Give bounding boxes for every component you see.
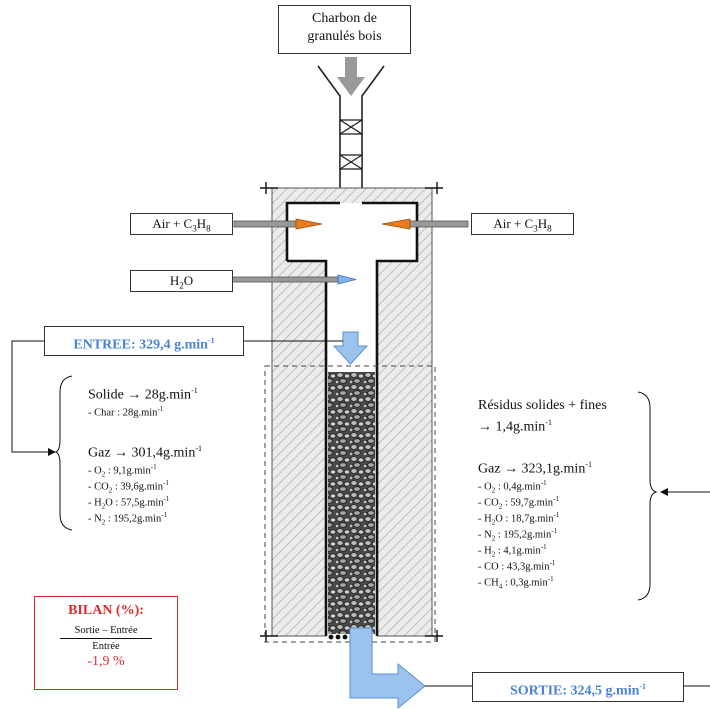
sortie-gaz-item-o2: - $O_2$ : $0,4g.\min^{-1}$ (478, 479, 547, 495)
entree-gaz-item-o2: - $O_2$ : $9,1g.\min^{-1}$ (88, 463, 157, 479)
water-input-box: $H_2O$ (130, 270, 233, 292)
feed-label-box (278, 5, 411, 54)
pellet-bed (328, 372, 375, 634)
right-brace (638, 392, 656, 600)
sortie-gaz-item-co: - CO : $43,3g.\min^{-1}$ (478, 559, 556, 573)
sortie-residus-2: → $1,4g.\min^{-1}$ (478, 418, 552, 435)
sortie-label: SORTIE: 324,5 g.min (509, 683, 640, 699)
sortie-gaz-item-co2: - $CO_2$ : $59,7g.\min^{-1}$ (478, 495, 559, 511)
valve-top (340, 120, 362, 134)
bilan-denominator: Entrée (92, 641, 120, 652)
bilan-title: BILAN (%): (68, 603, 144, 618)
air-propane-right-box: Air + $C_3H_8$ (471, 213, 574, 235)
feed-line-1: Charbon de (312, 11, 377, 26)
sortie-gaz-item-h2o: - $H_2O$ : $18,7g.\min^{-1}$ (478, 511, 560, 527)
bilan-fraction-line (60, 638, 152, 639)
feed-line-2: granulés bois (307, 29, 382, 44)
entree-solide: Solide → $28g.\min^{-1}$ (88, 386, 198, 403)
sortie-gaz: Gaz → $323,1g.\min^{-1}$ (478, 460, 592, 477)
bilan-box (34, 596, 178, 690)
sortie-gaz-item-n2: - $N_2$ : $195,2g.\min^{-1}$ (478, 527, 558, 543)
grate (329, 635, 348, 640)
sortie-residus-1: Résidus solides + fines (478, 398, 607, 413)
entree-gaz-item-co2: - $CO_2$ : $39,6g.\min^{-1}$ (88, 479, 169, 495)
sortie-gaz-item-ch4: - $CH_4$ : $0,3g.\min^{-1}$ (478, 575, 554, 591)
bilan-numerator: Sortie – Entrée (74, 625, 138, 636)
sortie-gaz-item-h2: - $H_2$ : $4,1g.\min^{-1}$ (478, 543, 547, 559)
entree-gaz: Gaz → $301,4g.\min^{-1}$ (88, 444, 202, 461)
air-propane-left-box: Air + $C_3H_8$ (130, 213, 233, 235)
left-brace (56, 376, 72, 530)
feed-arrow (337, 57, 365, 96)
bilan-value: -1,9 % (87, 654, 125, 669)
sortie-box: SORTIE: 324,5 $g.\min^{-1}$ (472, 672, 684, 702)
entree-gaz-item-n2: - $N_2$ : $195,2g.\min^{-1}$ (88, 511, 168, 527)
valve-bottom (340, 155, 362, 169)
entree-label: ENTREE: 329,4 g.min (73, 337, 208, 353)
entree-gaz-item-h2o: - $H_2O$ : $57,5g.\min^{-1}$ (88, 495, 170, 511)
entree-solide-item: - Char : $28g.\min^{-1}$ (88, 405, 164, 419)
exit-arrow (350, 628, 425, 708)
entree-box: ENTREE: 329,4 $g.\min^{-1}$ (44, 326, 244, 356)
